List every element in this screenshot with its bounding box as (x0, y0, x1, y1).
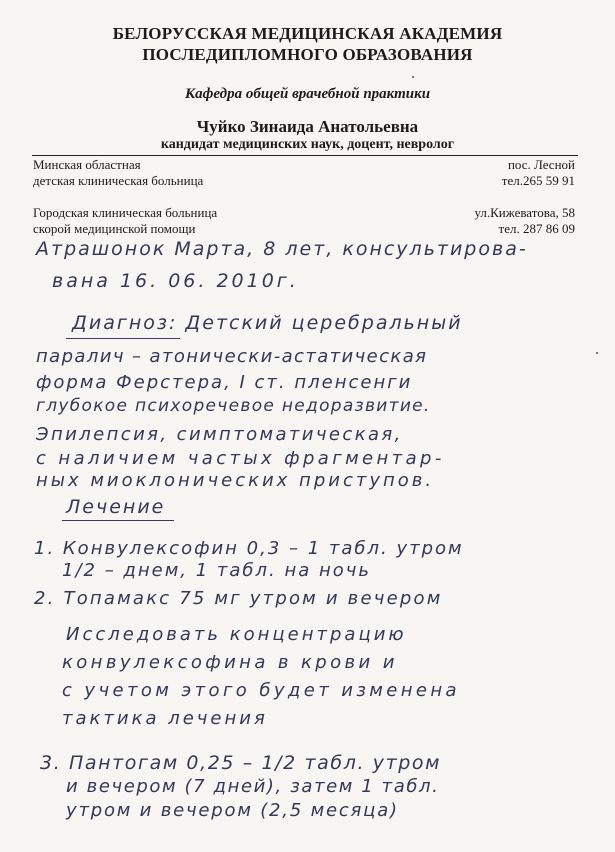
treatment-item-3-line-2: и вечером (7 дней), затем 1 табл. (66, 776, 440, 797)
treatment-item-1-line-2: 1/2 – днем, 1 табл. на ночь (62, 560, 372, 581)
department-name: Кафедра общей врачебной практики (184, 86, 431, 102)
doctor-credentials: кандидат медицинских наук, доцент, невролог (160, 137, 455, 152)
diagnosis-line-1: Диагноз: Детский церебральный (72, 312, 463, 334)
note-line-3: с учетом этого будет изменена (62, 680, 460, 701)
institution-name-line2: ПОСЛЕДИПЛОМНОГО ОБРАЗОВАНИЯ (142, 45, 473, 64)
note-line-4: тактика лечения (62, 708, 268, 729)
institution-name-line1: БЕЛОРУССКАЯ МЕДИЦИНСКАЯ АКАДЕМИЯ (112, 24, 503, 43)
treatment-item-1-line-1: 1. Конвулексофин 0,3 – 1 табл. утром (34, 538, 464, 559)
hospital-1-phone: тел.265 59 91 (501, 173, 575, 188)
treatment-item-3-line-1: 3. Пантогам 0,25 – 1/2 табл. утром (40, 752, 442, 774)
hospital-2-street: ул.Кижеватова, 58 (474, 205, 575, 220)
diagnosis-line-5: Эпилепсия, симптоматическая, (36, 424, 403, 445)
treatment-heading: Лечение (66, 496, 166, 518)
diagnosis-underline (66, 338, 180, 339)
treatment-underline (62, 520, 174, 521)
diagnosis-line-4: глубокое психоречевое недоразвитие. (36, 396, 431, 416)
doctor-name: Чуйко Зинаида Анатольевна (196, 117, 419, 136)
scan-speck (596, 352, 598, 354)
hospital-2-phone: тел. 287 86 09 (498, 221, 575, 236)
hospital-1-line2: детская клиническая больница (33, 173, 204, 188)
diagnosis-line-2: паралич – атонически-астатическая (36, 346, 428, 367)
diagnosis-line-7: ных миоклонических приступов. (36, 470, 435, 491)
patient-line: Атрашонок Марта, 8 лет, консультирова- (36, 238, 528, 260)
hospital-1-line1: Минская областная (33, 157, 141, 172)
treatment-item-3-line-3: утром и вечером (2,5 месяца) (66, 800, 399, 821)
hospital-1-location: пос. Лесной (507, 157, 575, 172)
note-line-2: конвулексофина в крови и (62, 652, 398, 673)
diagnosis-line-6: с наличием частых фрагментар- (36, 448, 445, 469)
note-line-1: Исследовать концентрацию (66, 624, 407, 645)
treatment-item-2: 2. Топамакс 75 мг утром и вечером (34, 588, 443, 609)
hospital-2-line1: Городская клиническая больница (33, 205, 218, 220)
consult-date-line: вана 16. 06. 2010г. (52, 270, 299, 292)
hospital-2-line2: скорой медицинской помощи (33, 221, 196, 236)
diagnosis-line-3: форма Ферстера, I ст. пленсенги (36, 372, 413, 393)
scan-speck (412, 76, 414, 78)
